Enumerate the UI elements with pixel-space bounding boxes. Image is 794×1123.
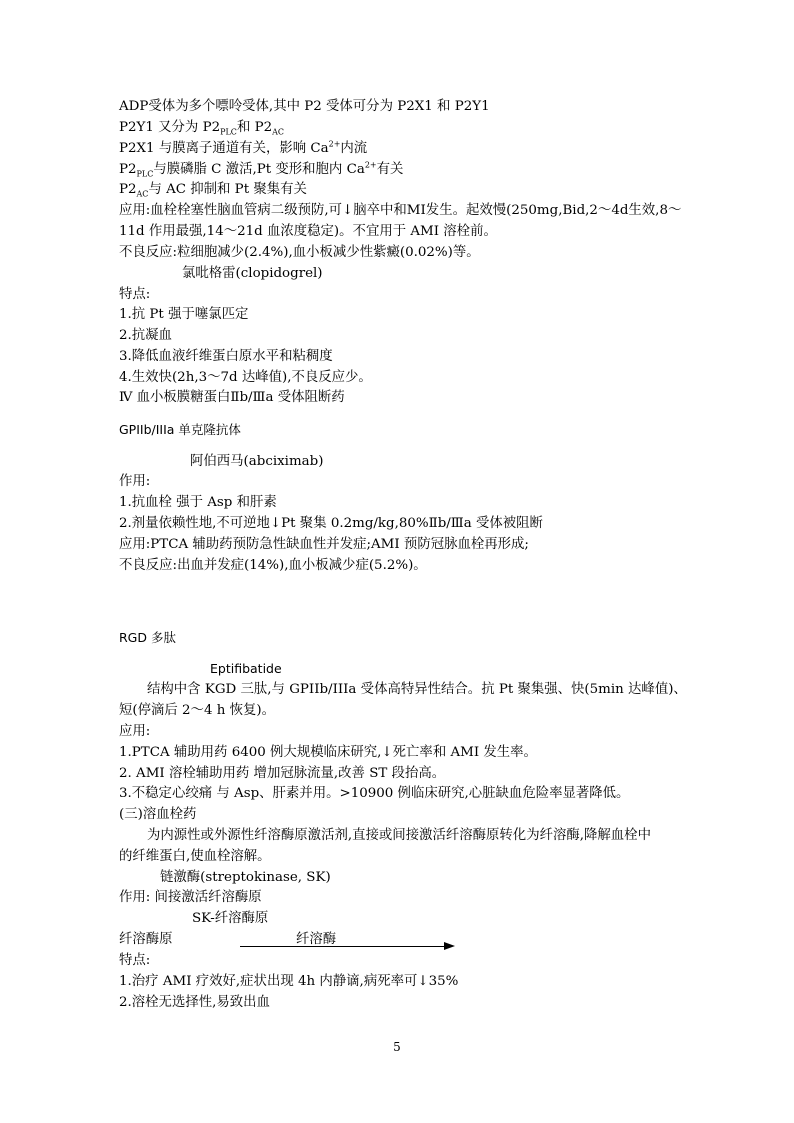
arrow-head-icon bbox=[444, 942, 455, 950]
text-line: P2Y1 又分为 $P2_{PLC}$和 $P2_{AC}$ bbox=[119, 120, 285, 137]
text-line: 1.治疗 AMI 疗效好,症状出现 4h 内静谪,病死率可↓35% bbox=[119, 974, 459, 989]
drug-heading: 氯吡格雷(clopidogrel) bbox=[182, 266, 323, 281]
text-line: 1.抗 Pt 强于噻氯匹定 bbox=[119, 307, 249, 322]
text-line: 1.PTCA 辅助用药 6400 例大规模临床研究,↓死亡率和 AMI 发生率。 bbox=[119, 745, 537, 760]
text-line: 不良反应:粒细胞减少(2.4%),血小板减少性紫癜(0.02%)等。 bbox=[119, 245, 480, 260]
text-line: 2.抗凝血 bbox=[119, 328, 172, 343]
text-line: 11d 作用最强,14～21d 血浓度稳定)。不宜用于 AMI 溶栓前。 bbox=[119, 224, 497, 239]
text-line: 为内源性或外源性纤溶酶原激活剂,直接或间接激活纤溶酶原转化为纤溶酶,降解血栓中 bbox=[147, 828, 651, 843]
text-line: 2.剂量依赖性地,不可逆地↓Pt 聚集 0.2mg/kg,80%Ⅱb/Ⅲa 受体被阻断 bbox=[119, 516, 543, 531]
text-line: 结构中含 KGD 三肽,与 GPIIb/IIIa 受体高特异性结合。抗 Pt 聚集强、快(5min 达峰值)、 bbox=[147, 682, 687, 697]
section-heading: GPIIb/IIIa 单克隆抗体 bbox=[119, 422, 241, 437]
text-line: SK-纤溶酶原 bbox=[192, 911, 269, 926]
text-line: $P2_{AC}$与 AC 抑制和 Pt 聚集有关 bbox=[119, 182, 307, 199]
text-line: 1.抗血栓 强于 Asp 和肝素 bbox=[119, 495, 277, 510]
reaction-arrow bbox=[240, 946, 446, 947]
page-number: 5 bbox=[393, 1040, 401, 1054]
section-heading: Ⅳ 血小板膜糖蛋白Ⅱb/Ⅲa 受体阻断药 bbox=[119, 390, 345, 405]
text-line: 作用: bbox=[119, 474, 151, 489]
text-line: 的纤维蛋白,使血栓溶解。 bbox=[119, 849, 271, 864]
text-line: 短(停滴后 2～4 h 恢复)。 bbox=[119, 703, 276, 718]
reaction-product: 纤溶酶 bbox=[296, 932, 337, 947]
text-line: 特点: bbox=[119, 953, 151, 968]
text-line: 应用:血栓栓塞性脑血管病二级预防,可↓脑卒中和MI发生。起效慢(250mg,Bid,2～4d生效,8～ bbox=[119, 203, 682, 218]
reaction-substrate: 纤溶酶原 bbox=[119, 932, 173, 947]
text-line: 4.生效快(2h,3～7d 达峰值),不良反应少。 bbox=[119, 370, 372, 385]
section-heading: (三)溶血栓药 bbox=[119, 807, 197, 822]
text-line: P2X1 与膜离子通道有关，影响 $Ca^{2+}$内流 bbox=[119, 139, 368, 156]
text-line: 2.溶栓无选择性,易致出血 bbox=[119, 995, 270, 1010]
text-line: 3.不稳定心绞痛 与 Asp、肝素并用。>10900 例临床研究,心脏缺血危险率显著降低。 bbox=[119, 786, 630, 801]
text-line: 2. AMI 溶栓辅助用药 增加冠脉流量,改善 ST 段抬高。 bbox=[119, 766, 446, 781]
drug-heading: Eptifibatide bbox=[210, 661, 282, 676]
text-line: 不良反应:出血并发症(14%),血小板减少症(5.2%)。 bbox=[119, 558, 427, 573]
text-line: $P2_{PLC}$与膜磷脂 C 激活,Pt 变形和胞内 $Ca^{2+}$有关 bbox=[119, 160, 404, 179]
text-line: 应用: bbox=[119, 724, 151, 739]
section-heading: RGD 多肽 bbox=[119, 630, 176, 645]
text-line: 3.降低血液纤维蛋白原水平和粘稠度 bbox=[119, 349, 333, 364]
drug-heading: 链激酶(streptokinase, SK) bbox=[160, 870, 331, 885]
drug-heading: 阿伯西马(abciximab) bbox=[190, 454, 324, 469]
text-line: 应用:PTCA 辅助药预防急性缺血性并发症;AMI 预防冠脉血栓再形成; bbox=[119, 537, 529, 552]
text-line: 作用: 间接激活纤溶酶原 bbox=[119, 890, 262, 905]
text-line: 特点: bbox=[119, 287, 151, 302]
text-line: ADP受体为多个嘌呤受体,其中 P2 受体可分为 P2X1 和 P2Y1 bbox=[119, 99, 490, 114]
